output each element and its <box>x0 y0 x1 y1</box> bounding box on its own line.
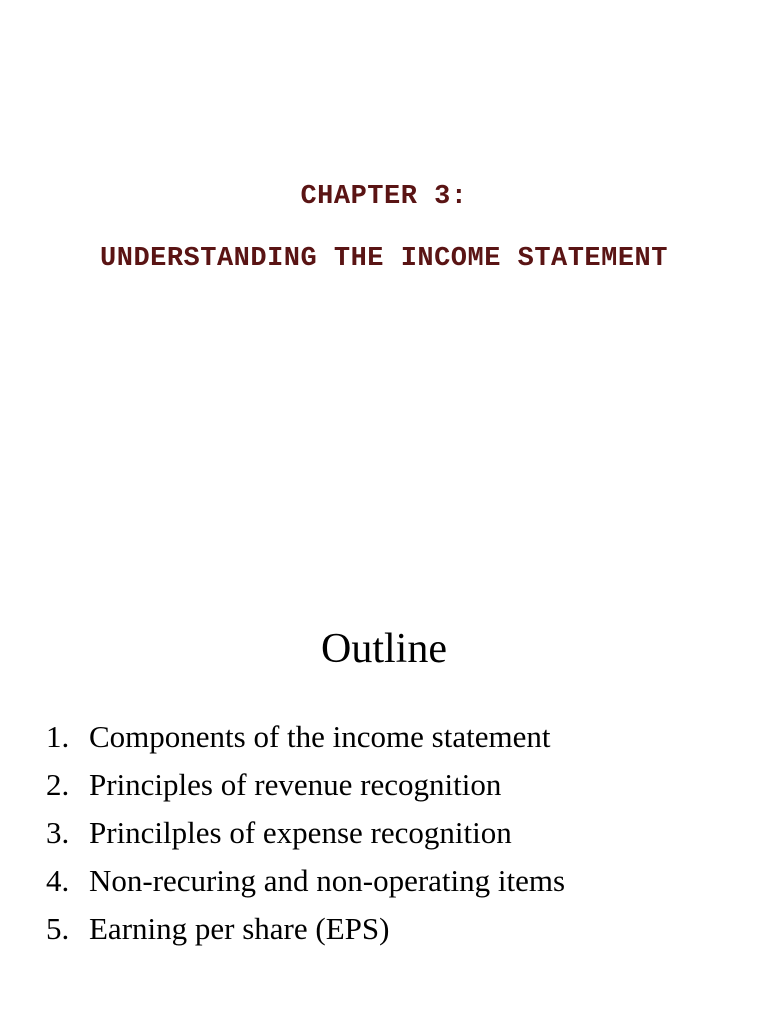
chapter-number: CHAPTER 3: <box>300 182 468 212</box>
outline-item-text: Principles of revenue recognition <box>89 767 502 802</box>
outline-slide <box>0 512 768 1024</box>
outline-title: Outline <box>321 626 447 672</box>
outline-item-number: 2. <box>46 767 70 802</box>
outline-item <box>46 717 565 765</box>
outline-item-text: Non-recuring and non-operating items <box>89 863 566 898</box>
outline-item-number: 1. <box>46 719 70 754</box>
outline-list <box>46 717 565 957</box>
outline-item <box>46 909 565 957</box>
outline-item <box>46 861 565 909</box>
outline-item-text: Components of the income statement <box>89 719 551 754</box>
outline-item-number: 4. <box>46 863 70 898</box>
outline-item-number: 5. <box>46 911 70 946</box>
outline-item <box>46 813 565 861</box>
outline-item <box>46 765 565 813</box>
outline-item-text: Princilples of expense recognition <box>89 815 512 850</box>
chapter-title: UNDERSTANDING THE INCOME STATEMENT <box>100 244 668 274</box>
outline-item-text: Earning per share (EPS) <box>89 911 390 946</box>
outline-item-number: 3. <box>46 815 70 850</box>
